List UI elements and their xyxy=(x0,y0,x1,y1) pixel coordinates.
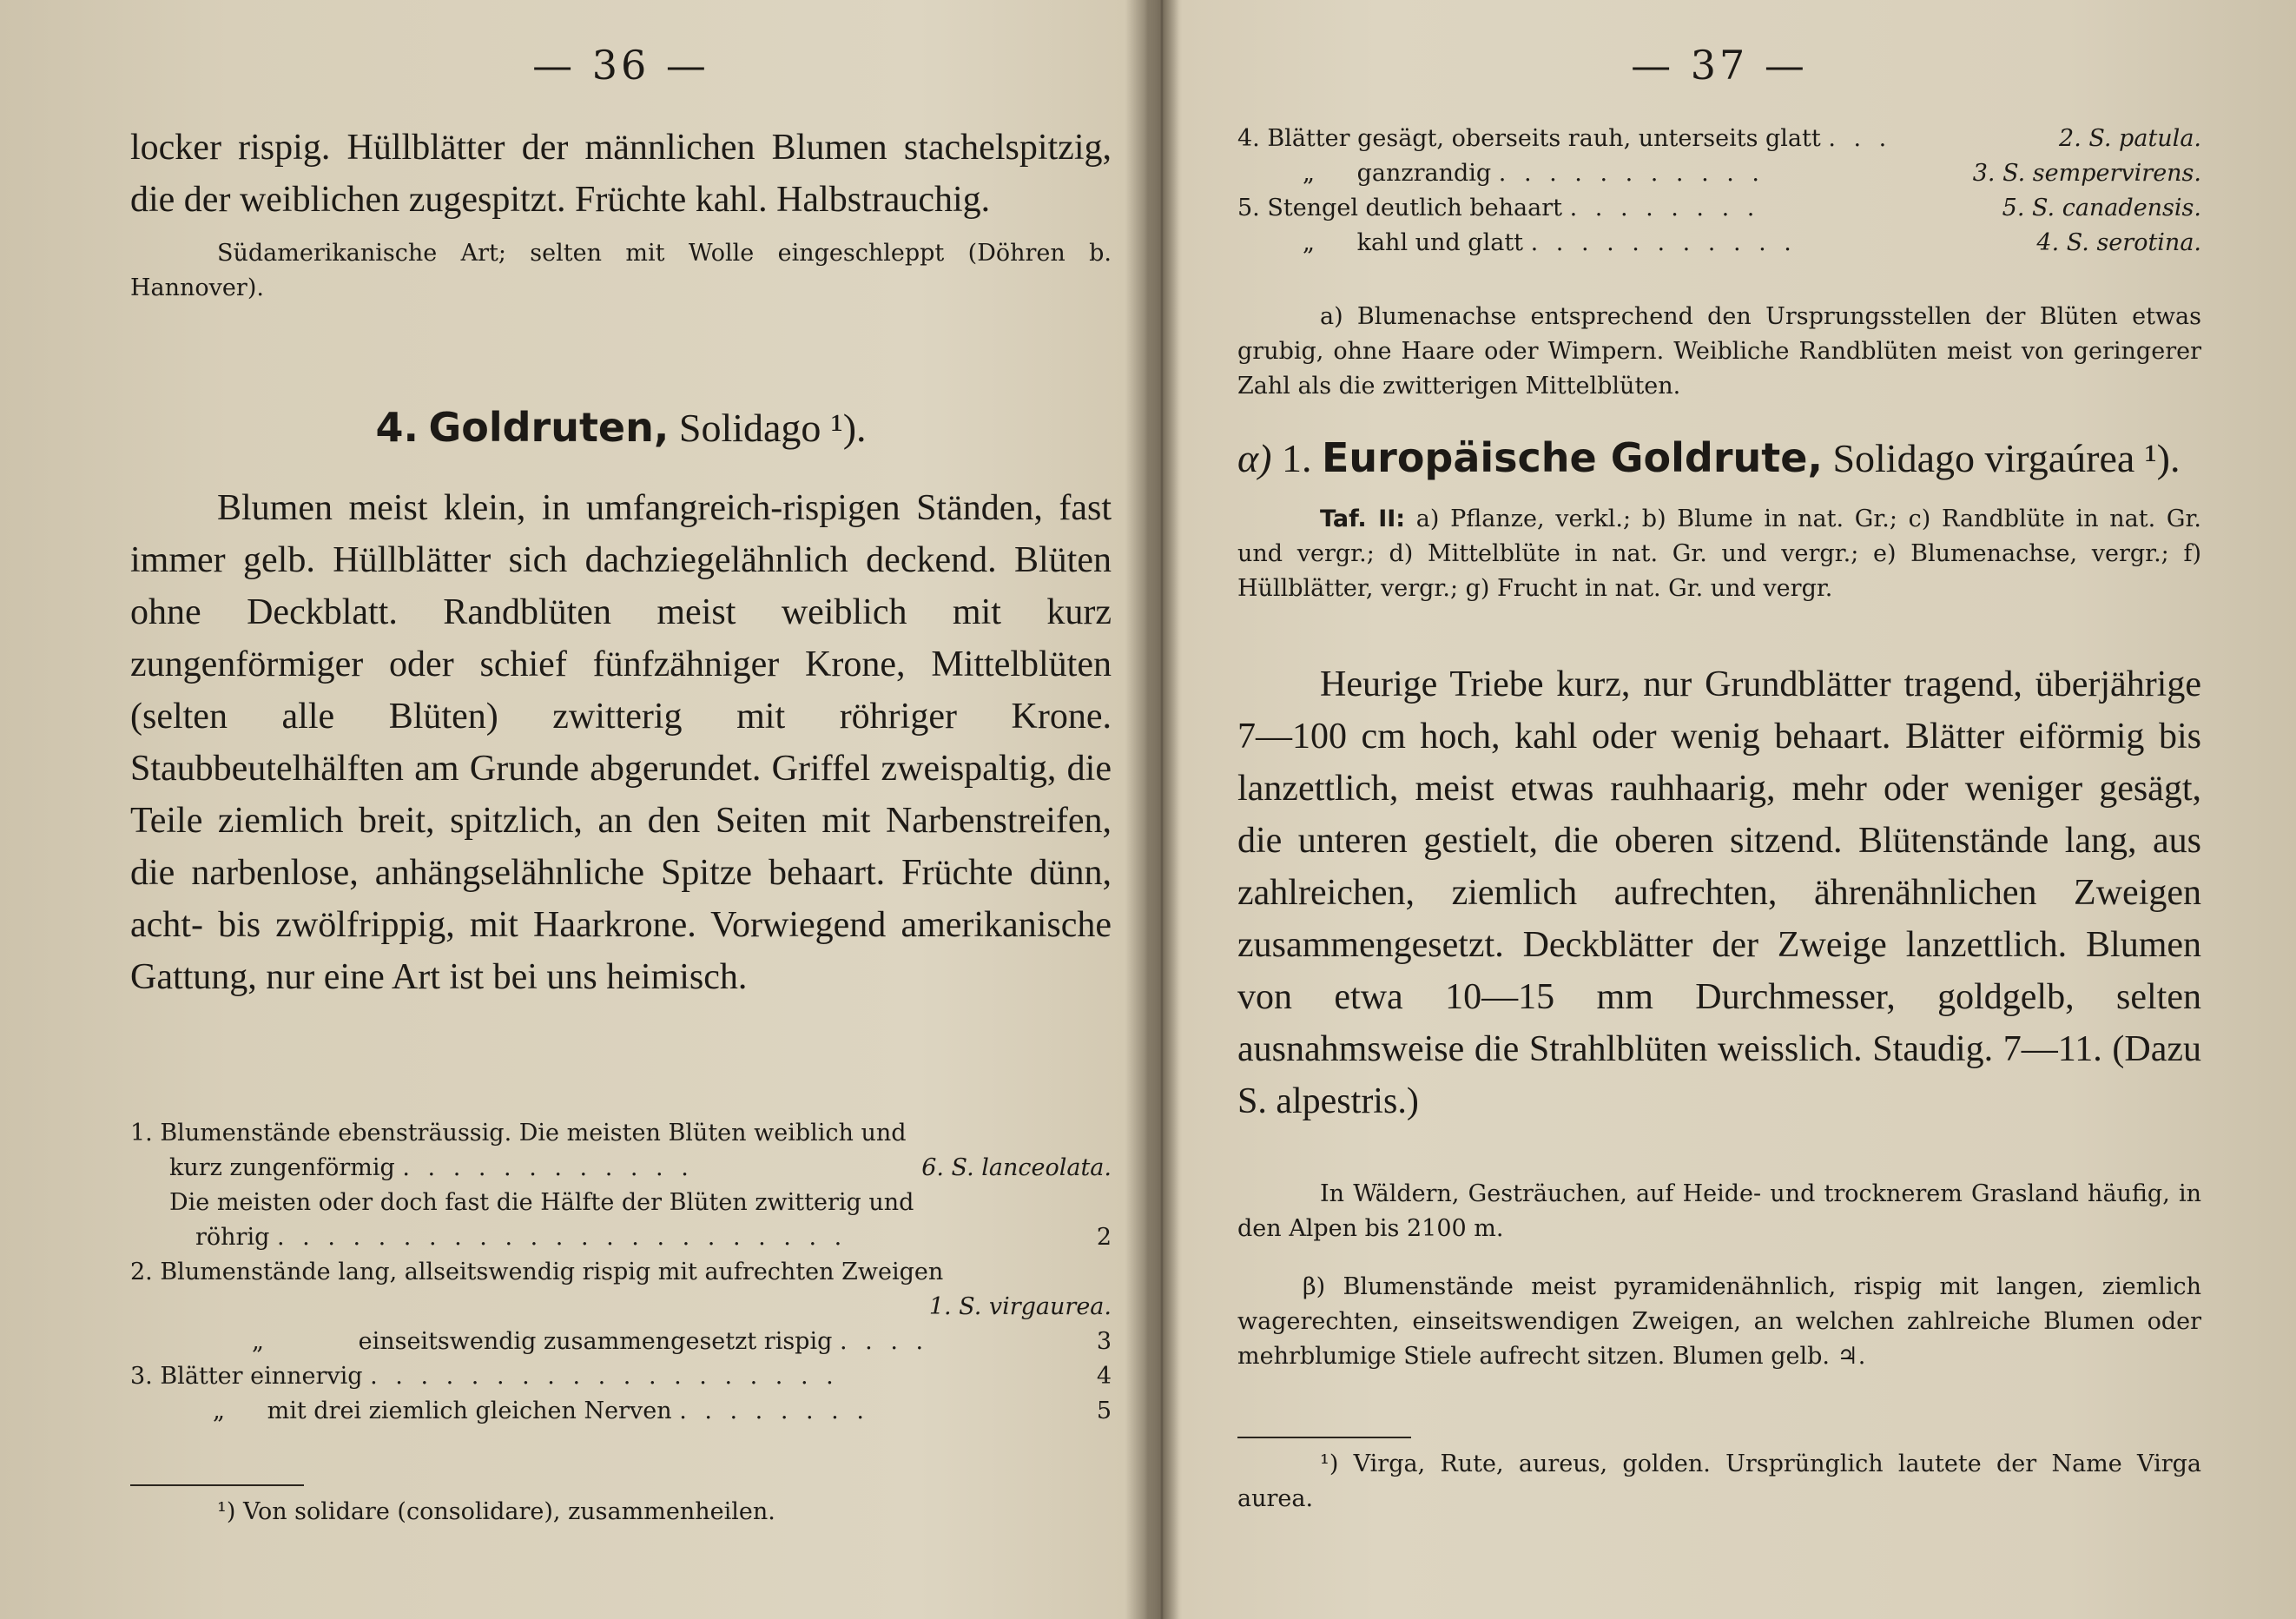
beta-variety: β) Blumenstände meist pyramidenähnlich, rispig mit langen, ziemlich wagerechten, einseitswendigen Zweigen, an welchen zahlreiche Blumen oder mehrblumige Stiele aufrecht sitzen. Blumen gelb. ♃. xyxy=(1237,1273,2201,1370)
plate-reference xyxy=(1237,502,2201,606)
genus-heading xyxy=(130,404,1112,451)
key-row-1b-cont: röhrig . . . . . . . . . . . . . . . . . . . . . . . 2 xyxy=(195,1224,1112,1251)
species-number: 1. xyxy=(1281,436,1312,480)
key-row-1b: Die meisten oder doch fast die Hälfte der Blüten zwitterig und xyxy=(169,1189,914,1216)
key-row-3a: 3. Blätter einnervig . . . . . . . . . . . . . . . . . . . 4 xyxy=(130,1363,1112,1390)
species-name: Europäische Goldrute, xyxy=(1321,434,1823,481)
genus-name: Goldruten, xyxy=(428,404,670,451)
key-row-1a-cont: kurz zungenförmig . . . . . . . . . . . . 6. S. lanceolata. xyxy=(169,1154,1112,1181)
key-row-2a-ref: 1. S. virgaurea. xyxy=(928,1293,1112,1320)
key-row-2a: 2. Blumenstände lang, allseitswendig rispig mit aufrechten Zweigen xyxy=(130,1259,944,1285)
genus-description: Blumen meist klein, in umfangreich-rispigen Ständen, fast immer gelb. Hüllblätter sich dachziegelähnlich deckend. Blüten ohne Deckblatt. Randblüten meist weiblich mit kurz zungenförmiger oder schief fünfzähniger Krone, Mittelblüten (selten alle Blüten) zwitterig mit röhriger Krone. Staubbeutelhälften am Grunde abgerundet. Griffel zweispaltig, die Teile ziemlich breit, spitzlich, an den Seiten mit Narbenstreifen, die narbenlose, anhängselähnliche Spitze behaart. Früchte dünn, acht- bis zwölfrippig, mit Haarkrone. Vorwiegend amerikanische Gattung, nur eine Art ist bei uns heimisch. xyxy=(130,488,1112,997)
key-row-5a: 5. Stengel deutlich behaart . . . . . . . . 5. S. canadensis. xyxy=(1237,195,2201,221)
plate-label: Taf. II: xyxy=(1320,506,1406,532)
right-page xyxy=(1237,0,2201,1619)
key-row-1a: 1. Blumenstände ebensträussig. Die meisten Blüten weiblich und xyxy=(130,1120,907,1147)
key-row-4b: „ ganzrandig . . . . . . . . . . . 3. S. sempervirens. xyxy=(1303,160,2201,187)
intro-paragraph: locker rispig. Hüllblätter der männlichen Blumen stachelspitzig, die der weiblichen zugespitzt. Früchte kahl. Halbstrauchig. xyxy=(130,128,1112,220)
page-number-right: — 37 — xyxy=(1631,42,1808,89)
footnote-left: ¹) Von solidare (consolidare), zusammenheilen. xyxy=(217,1498,775,1525)
species-latin: Solidago virgaúrea ¹). xyxy=(1832,436,2181,480)
plate-text: a) Pflanze, verkl.; b) Blume in nat. Gr.; c) Randblüte in nat. Gr. und vergr.; d) Mittelblüte in nat. Gr. und vergr.; e) Blumenachse, vergr.; f) Hüllblätter, vergr.; g) Frucht in nat. Gr. und vergr. xyxy=(1237,506,2201,602)
species-heading xyxy=(1237,434,2201,481)
page-number-left: — 36 — xyxy=(532,42,709,89)
note-a: a) Blumenachse entsprechend den Ursprungsstellen der Blüten etwas grubig, ohne Haare oder Wimpern. Weibliche Randblüten meist von geringerer Zahl als die zwitterigen Mittelblüten. xyxy=(1237,303,2201,400)
species-greek: α) xyxy=(1237,436,1272,480)
species-description: Heurige Triebe kurz, nur Grundblätter tragend, überjährige 7—100 cm hoch, kahl oder wenig behaart. Blätter eiförmig bis lanzettlich, meist etwas rauhhaarig, mehr oder weniger gesägt, die unteren gestielt, die oberen sitzend. Blütenstände lang, aus zahlreichen, ziemlich aufrechten, ährenähnlichen Zweigen zusammengesetzt. Deckblätter der Zweige lanzettlich. Blumen von etwa 10—15 mm Durchmesser, goldgelb, selten ausnahmsweise die Strahlblüten weisslich. Staudig. 7—11. (Dazu S. alpestris.) xyxy=(1237,664,2201,1121)
key-row-3b: „ mit drei ziemlich gleichen Nerven . . . . . . . . 5 xyxy=(213,1398,1112,1424)
intro-note: Südamerikanische Art; selten mit Wolle eingeschleppt (Döhren b. Hannover). xyxy=(130,240,1112,301)
left-page xyxy=(130,0,1112,1619)
key-row-2b: „ einseitswendig zusammengesetzt rispig . . . . 3 xyxy=(252,1328,1112,1355)
key-row-5b: „ kahl und glatt . . . . . . . . . . . 4. S. serotina. xyxy=(1303,229,2201,256)
genus-latin: Solidago ¹). xyxy=(678,406,867,450)
habitat-note: In Wäldern, Gesträuchen, auf Heide- und trocknerem Grasland häufig, in den Alpen bis 2100 m. xyxy=(1237,1180,2201,1242)
footnote-rule-right xyxy=(1237,1437,1411,1438)
footnote-right: ¹) Virga, Rute, aureus, golden. Ursprünglich lautete der Name Virga aurea. xyxy=(1237,1450,2201,1512)
determination-key-left xyxy=(130,1116,1112,1429)
book-gutter xyxy=(1145,0,1179,1619)
key-row-4a: 4. Blätter gesägt, oberseits rauh, unterseits glatt . . . 2. S. patula. xyxy=(1237,125,2201,152)
determination-key-right xyxy=(1237,122,2201,261)
footnote-rule-left xyxy=(130,1484,304,1486)
genus-number: 4. xyxy=(375,404,419,451)
